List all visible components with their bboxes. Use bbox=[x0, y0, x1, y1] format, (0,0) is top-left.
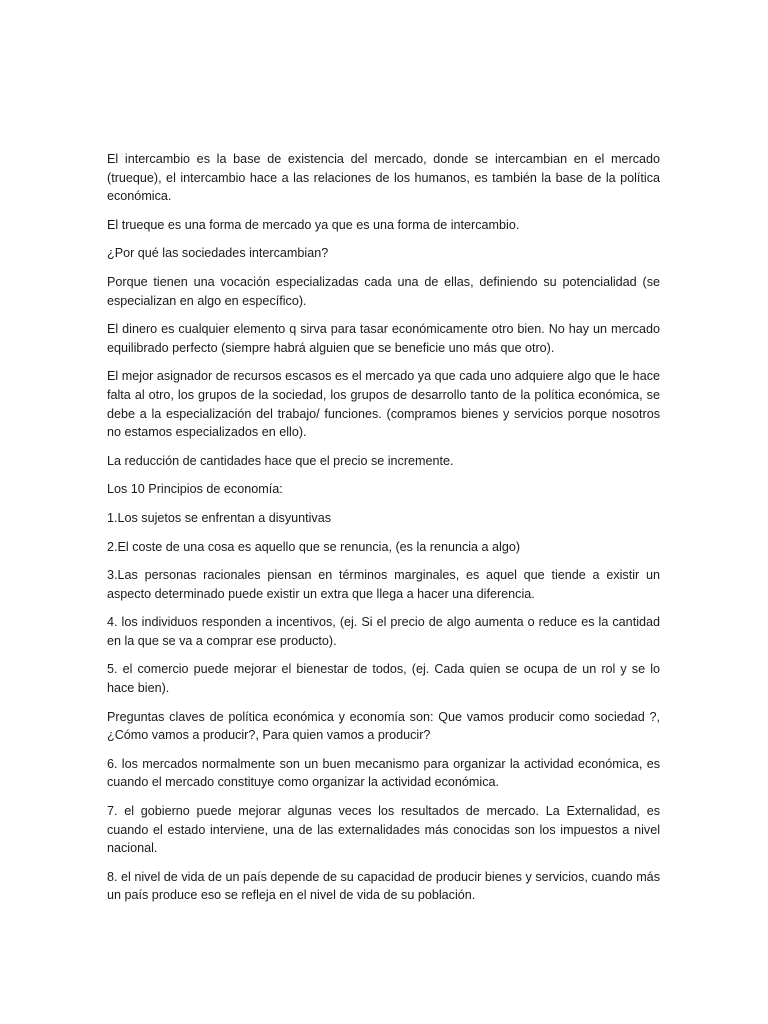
principle-5: 5. el comercio puede mejorar el bienestar de todos, (ej. Cada quien se ocupa de un rol y se lo hace bien). bbox=[107, 662, 660, 696]
paragraph-dinero: El dinero es cualquier elemento q sirva para tasar económicamente otro bien. No hay un mercado equilibrado perfecto (siempre habrá alguien que se beneficie uno más que otro). bbox=[107, 322, 660, 355]
paragraph-trueque: El trueque es una forma de mercado ya que es una forma de intercambio. bbox=[107, 217, 520, 232]
principle-2: 2.El coste de una cosa es aquello que se renuncia, (es la renuncia a algo) bbox=[107, 539, 521, 554]
paragraph-question: ¿Por qué las sociedades intercambian? bbox=[107, 246, 329, 261]
paragraph-principios-heading: Los 10 Principios de economía: bbox=[107, 482, 283, 497]
principle-1: 1.Los sujetos se enfrentan a disyuntivas bbox=[107, 510, 332, 525]
document-body bbox=[107, 150, 660, 915]
paragraph-preguntas: Preguntas claves de política económica y economía son: Que vamos producir como sociedad ?, ¿Cómo vamos a producir?, Para quien vamos a producir? bbox=[107, 709, 660, 743]
paragraph-intercambio: El intercambio es la base de existencia del mercado, donde se intercambian en el mercado (trueque), el intercambio hace a las relaciones de los humanos, es también la base de la política económica. bbox=[107, 152, 660, 204]
principle-3: 3.Las personas racionales piensan en términos marginales, es aquel que tiende a existir un aspecto determinado puede existir un extra que llega a hacer una diferencia. bbox=[107, 568, 660, 601]
principle-8: 8. el nivel de vida de un país depende de su capacidad de producir bienes y servicios, cuando más un país produce eso se refleja en el nivel de vida de su población. bbox=[107, 869, 660, 903]
paragraph-asignador: El mejor asignador de recursos escasos es el mercado ya que cada uno adquiere algo que le hace falta al otro, los grupos de la sociedad, los grupos de desarrollo tanto de la política económica, se debe a la especialización del trabajo/ funciones. (compramos bienes y servicios porque nosotros no estamos especializados en ello). bbox=[107, 369, 660, 440]
principle-4: 4. los individuos responden a incentivos, (ej. Si el precio de algo aumenta o reduce es la cantidad en la que se va a comprar ese producto). bbox=[107, 615, 660, 648]
paragraph-vocacion: Porque tienen una vocación especializadas cada una de ellas, definiendo su potencialidad (se especializan en algo en específico). bbox=[107, 274, 660, 308]
principle-6: 6. los mercados normalmente son un buen mecanismo para organizar la actividad económica, es cuando el mercado constituye como organizar la actividad económica. bbox=[107, 756, 660, 790]
principle-7: 7. el gobierno puede mejorar algunas veces los resultados de mercado. La Externalidad, es cuando el estado interviene, una de las externalidades más conocidas son los impuestos a nivel nacional. bbox=[107, 804, 660, 856]
paragraph-reduccion: La reducción de cantidades hace que el precio se incremente. bbox=[107, 453, 454, 468]
